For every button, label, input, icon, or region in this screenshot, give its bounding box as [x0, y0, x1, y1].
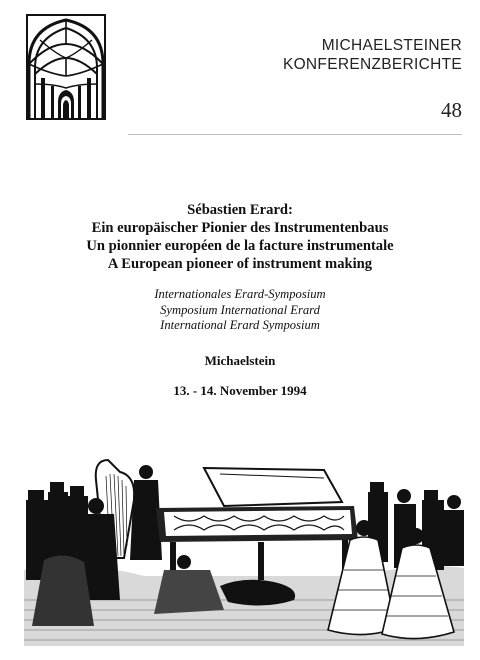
- series-title: [162, 36, 462, 74]
- book-title-line-4: A European pioneer of instrument making: [107, 256, 373, 272]
- header-divider: [128, 134, 462, 135]
- symposium-subtitle-block: [0, 287, 480, 334]
- subtitle-line-3: International Erard Symposium: [160, 318, 320, 332]
- venue-name: Michaelstein: [204, 353, 276, 368]
- series-title-line-2: KONFERENZBERICHTE: [282, 56, 462, 73]
- gothic-vault-logo-icon: [26, 14, 106, 120]
- book-title-block: [0, 201, 480, 273]
- concert-engraving-illustration: [24, 450, 464, 646]
- series-title-line-1: MICHAELSTEINER: [321, 37, 462, 54]
- book-title-line-3: Un pionnier européen de la facture instrumentale: [86, 238, 394, 254]
- book-title-line-2: Ein europäischer Pionier des Instrumentenbaus: [91, 220, 389, 236]
- volume-number: 48: [441, 98, 462, 122]
- book-title-line-1: Sébastien Erard:: [187, 202, 293, 218]
- event-dates: 13. - 14. November 1994: [173, 383, 307, 398]
- subtitle-line-1: Internationales Erard-Symposium: [154, 287, 326, 301]
- subtitle-line-2: Symposium International Erard: [160, 302, 320, 317]
